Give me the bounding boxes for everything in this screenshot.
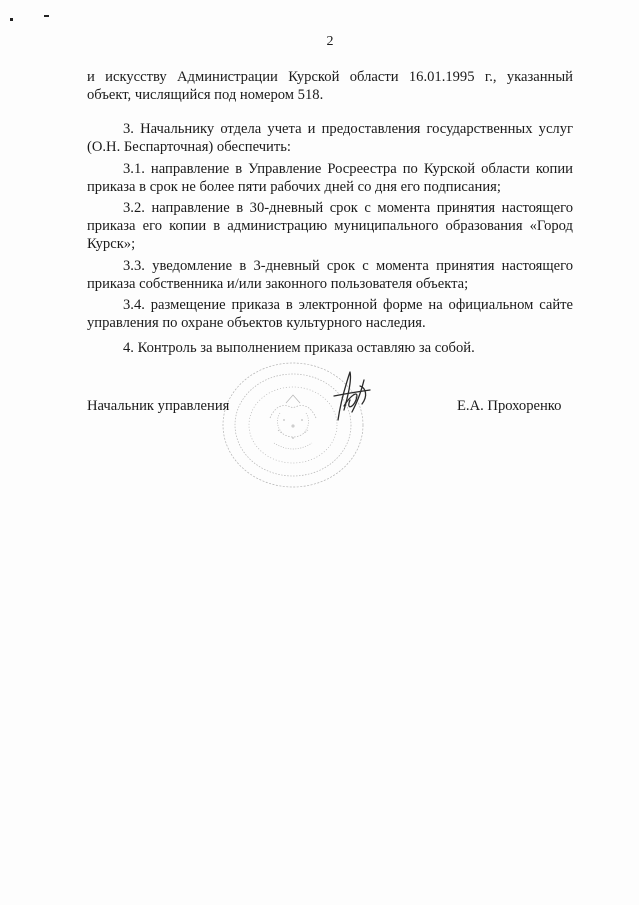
paragraph-continuation xyxy=(87,68,573,104)
paragraph-text: и искусству Администрации Курской области 16.01.1995 г., указанный объект, числящийся под номером 518. xyxy=(87,69,573,103)
paragraph-text: 3. Начальнику отдела учета и предоставления государственных услуг (О.Н. Беспарточная) обеспечить: xyxy=(87,121,573,155)
paragraph-text: 3.1. направление в Управление Росреестра по Курской области копии приказа в срок не более пяти рабочих дней со дня его подписания; xyxy=(87,161,573,195)
signer-name: Е.А. Прохоренко xyxy=(457,398,562,414)
paragraph-text: 4. Контроль за выполнением приказа оставляю за собой. xyxy=(123,340,475,356)
paragraph-item-3-2 xyxy=(87,199,573,253)
scan-artifact-dot xyxy=(10,18,13,21)
signer-title: Начальник управления xyxy=(87,398,230,414)
handwritten-signature xyxy=(326,366,374,424)
paragraph-text: 3.4. размещение приказа в электронной форме на официальном сайте управления по охране объектов культурного наследия. xyxy=(87,297,573,331)
paragraph-item-3 xyxy=(87,120,573,156)
paragraph-item-4 xyxy=(87,339,573,357)
paragraph-item-3-3 xyxy=(87,257,573,293)
paragraph-text: 3.3. уведомление в 3-дневный срок с момента принятия настоящего приказа собственника и/или законного пользователя объекта; xyxy=(87,258,573,292)
paragraph-text: 3.2. направление в 30-дневный срок с момента принятия настоящего приказа его копии в администрацию муниципального образования «Город Курск»; xyxy=(87,200,573,252)
paragraph-item-3-1 xyxy=(87,160,573,196)
scan-artifact-dash xyxy=(44,15,49,17)
page-number: 2 xyxy=(326,34,334,49)
paragraph-item-3-4 xyxy=(87,296,573,332)
